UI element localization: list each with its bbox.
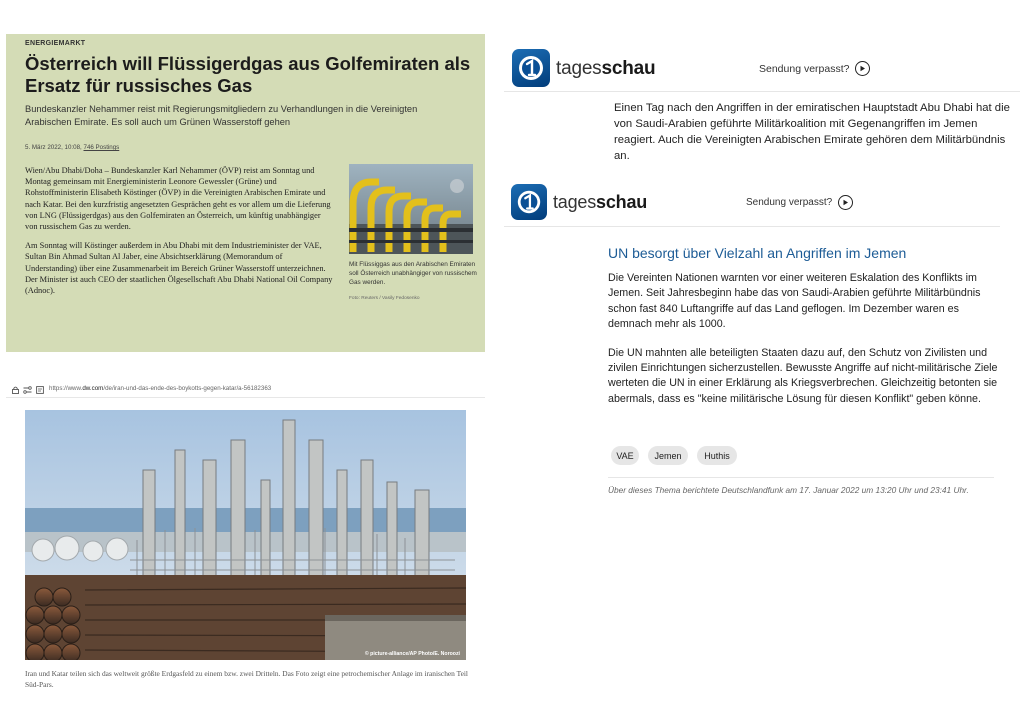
lock-icon [12,386,19,394]
image-credit: Foto: Reuters / Vasily Fedosenko [349,296,420,301]
article-title: Österreich will Flüssigerdgas aus Golfemiraten als Ersatz für russisches Gas [25,53,471,96]
refinery-photo [25,410,466,660]
tagesschau-logo-icon [511,184,547,220]
article-headline[interactable]: UN besorgt über Vielzahl an Angriffen im Jemen [608,245,907,261]
missed-broadcast-label: Sendung verpasst? [746,197,833,208]
tracking-shield-icon[interactable] [23,386,32,394]
play-icon [838,195,853,210]
tagesschau-logo[interactable] [512,49,550,87]
postings-link[interactable]: 746 Postings [83,144,120,151]
header-divider [504,91,1020,92]
missed-broadcast-button[interactable] [759,61,870,76]
photo-credit: © picture-alliance/AP Photo/E. Noroozi [364,651,460,657]
article-paragraph: Die UN mahnten alle beteiligten Staaten dazu auf, den Schutz von Zivilisten und zivilen Einrichtungen sicherzustellen. Bewusste Angriffe auf nicht-militärische Ziele werteten die UN in einer Erklärung als Kriegsverbrechen. Gleichzeitig betonten sie abermals, dass es "keine militärische Lösung für diesen Konflikt" geben könne. [608,346,998,405]
header-divider [504,226,1000,227]
article-paragraph: Die Vereinten Nationen warnten vor einer weiteren Eskalation des Konflikts im Jemen. Seit Jahresbeginn habe das von Saudi-Arabien geführte Militärbündnis schon fast 840 Luftangriffe auf das Land geflogen. Im Dezember waren es demnach mehr als 1000. [608,272,981,331]
article-kicker: ENERGIEMARKT [25,40,86,47]
article-body [608,271,998,420]
play-icon [855,61,870,76]
footer-divider [608,477,994,478]
lng-pipes-photo [349,164,473,254]
missed-broadcast-label: Sendung verpasst? [759,62,850,75]
article-date: 5. März 2022, 10:08, [25,144,82,151]
url-text[interactable]: https://www.dw.com/de/iran-und-das-ende-des-boykotts-gegen-katar/a-56182363 [49,385,272,392]
broadcast-note: Über dieses Thema berichtete Deutschlandfunk am 17. Januar 2022 um 13:20 Uhr und 23:41 Uhr. [608,485,969,495]
page-info-icon[interactable] [36,386,44,394]
tagesschau-logo-icon [512,49,550,87]
tag-huthis[interactable]: Huthis [697,446,737,465]
standard-article [6,34,485,352]
photo-caption: Iran und Katar teilen sich das weltweit größte Erdgasfeld zu einem bzw. zwei Dritteln. Das Foto zeigt eine petrochemischer Anlage im iranischen Teil Süd-Pars. [25,669,468,689]
tagesschau-text: Einen Tag nach den Angriffen in der emiratischen Hauptstadt Abu Dhabi hat die von Saudi-Arabien geführte Militärkoalition mit Gegenangriffen im Jemen reagiert. Auch die Vereinigten Arabischen Emirate gehören dem Militärbündnis an. [614,102,1010,162]
tagesschau-wordmark[interactable]: tagesschau [556,58,656,79]
missed-broadcast-button[interactable] [746,195,853,210]
article-paragraph: Am Sonntag will Köstinger außerdem in Abu Dhabi mit dem Industrieminister der VAE, Sultan Bin Ahmad Sultan Al Jaber, eine Absichtserklärung (Memorandum of Understanding) über eine Zusammenarbeit im Bereich Grüner Wasserstoff unterzeichnen. Der Minister ist auch CEO der staatlichen Ölgesellschaft Abu Dhabi National Oil Company (Adnoc). [25,241,333,296]
tagesschau-wordmark[interactable]: tagesschau [553,192,648,212]
article-paragraph: Wien/Abu Dhabi/Doha – Bundeskanzler Karl Nehammer (ÖVP) reist am Sonntag und Montag gemeinsam mit Energieministerin Leonore Gewessler (Grüne) und Rohstoffministerin Elisabeth Köstinger (ÖVP) in die Vereinigten Arabischen Emirate und nach Katar. Bei den kurzfristig angesetzten Gesprächen geht es vor allem um die Lieferung von LNG (Flüssigerdgas) aus den Golfemiraten an Österreich, um künftig unabhängiger von russischem Gas zu werden. [25,166,331,232]
tag-vae[interactable]: VAE [611,446,639,465]
browser-address-bar[interactable] [6,383,485,398]
tagesschau-logo[interactable] [511,184,547,220]
image-caption: Mit Flüssiggas aus den Arabischen Emiraten soll Österreich unabhängiger von russischem Gas werden. [349,261,477,286]
article-body [25,165,335,304]
article-subtitle: Bundeskanzler Nehammer reist mit Regierungsmitgliedern zu Verhandlungen in die Vereinigten Arabischen Emirate. Es soll auch um Grünen Wasserstoff gehen [25,104,418,127]
dw-screenshot [6,383,485,695]
article-dateline [25,144,119,151]
tag-jemen[interactable]: Jemen [648,446,688,465]
